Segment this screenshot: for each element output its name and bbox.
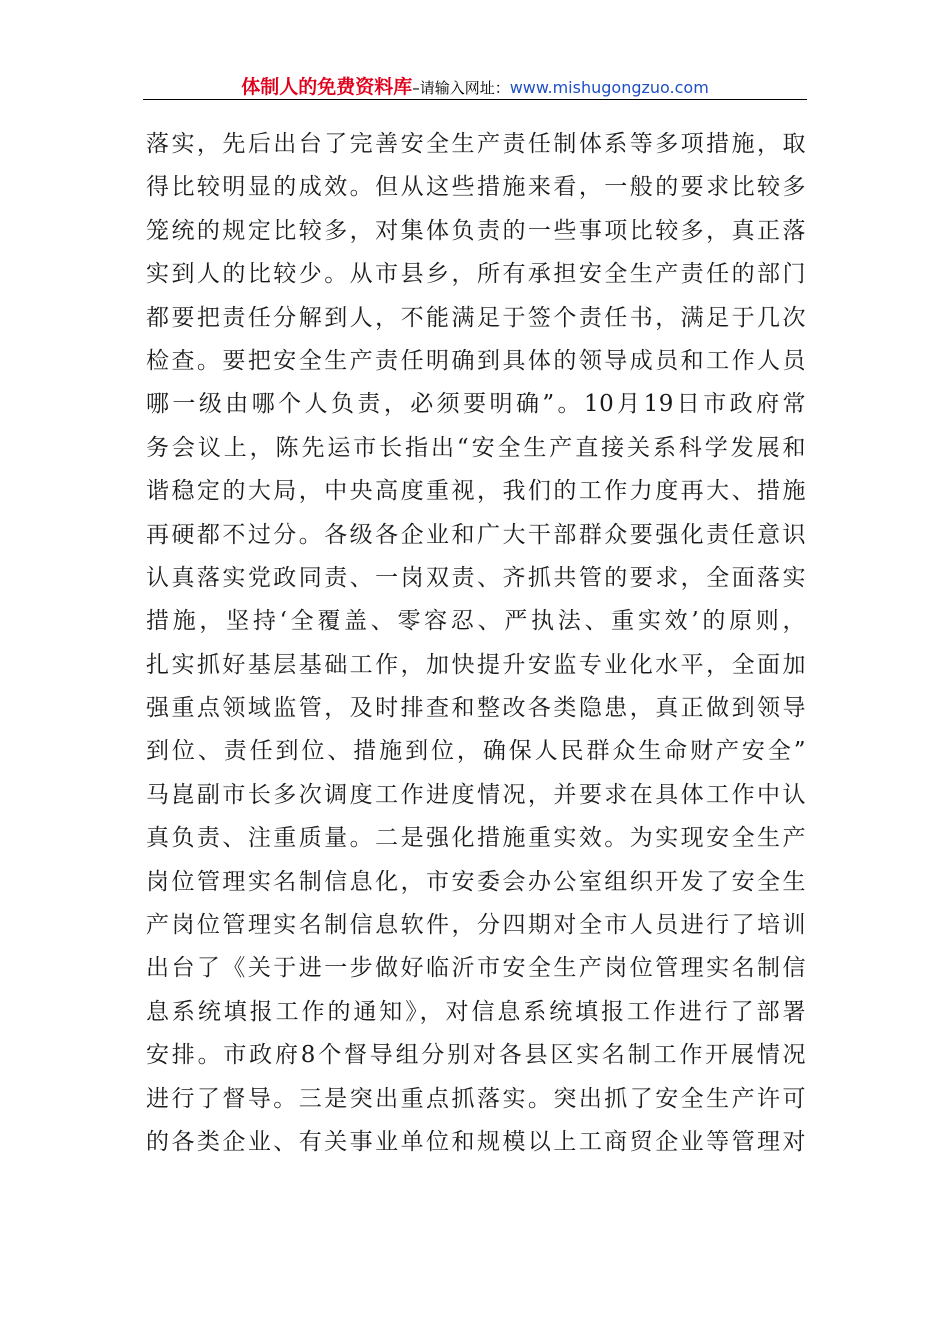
header-url-prompt: –请输入网址： — [412, 79, 510, 97]
body-line: 出台了《关于进一步做好临沂市安全生产岗位管理实名制信 — [146, 955, 806, 982]
page-header — [143, 72, 807, 100]
body-line: 认真落实党政同责、一岗双责、齐抓共管的要求，全面落实 — [146, 564, 806, 591]
body-line: 产岗位管理实名制信息软件，分四期对全市人员进行了培训 — [146, 912, 806, 939]
header-brand: 体制人的免费资料库 — [241, 76, 413, 98]
body-line: 安排。市政府8个督导组分别对各县区实名制工作开展情况 — [146, 1042, 806, 1069]
body-line: 哪一级由哪个人负责，必须要明确”。10月19日市政府常 — [146, 391, 806, 418]
body-line: 进行了督导。三是突出重点抓落实。突出抓了安全生产许可 — [146, 1085, 806, 1112]
document-body — [146, 123, 806, 1164]
body-line: 强重点领域监管，及时排查和整改各类隐患，真正做到领导 — [146, 695, 806, 722]
body-line: 再硬都不过分。各级各企业和广大干部群众要强化责任意识 — [146, 521, 806, 548]
body-line: 笼统的规定比较多，对集体负责的一些事项比较多，真正落 — [146, 217, 806, 244]
body-line: 马崑副市长多次调度工作进度情况，并要求在具体工作中认 — [146, 781, 806, 808]
body-line: 谐稳定的大局，中央高度重视，我们的工作力度再大、措施 — [146, 478, 806, 505]
body-line: 都要把责任分解到人，不能满足于签个责任书，满足于几次 — [146, 304, 806, 331]
body-line: 务会议上，陈先运市长指出“安全生产直接关系科学发展和 — [146, 434, 806, 461]
body-line: 息系统填报工作的通知》，对信息系统填报工作进行了部署 — [146, 998, 806, 1025]
body-line: 得比较明显的成效。但从这些措施来看，一般的要求比较多 — [146, 174, 806, 201]
body-line: 岗位管理实名制信息化，市安委会办公室组织开发了安全生 — [146, 868, 806, 895]
body-line: 到位、责任到位、措施到位，确保人民群众生命财产安全” — [146, 738, 806, 765]
header-divider — [143, 99, 807, 100]
header-url-link[interactable]: www.mishugongzuo.com — [509, 78, 709, 97]
body-line: 落实，先后出台了完善安全生产责任制体系等多项措施，取 — [146, 131, 806, 157]
body-line: 的各类企业、有关事业单位和规模以上工商贸企业等管理对 — [146, 1128, 806, 1155]
body-line: 扎实抓好基层基础工作，加快提升安监专业化水平，全面加 — [146, 651, 806, 678]
body-line: 真负责、注重质量。二是强化措施重实效。为实现安全生产 — [146, 825, 806, 852]
body-line: 措施，坚持‘全覆盖、零容忍、严执法、重实效’的原则， — [146, 608, 806, 635]
body-line: 实到人的比较少。从市县乡，所有承担安全生产责任的部门 — [146, 261, 806, 288]
body-line: 检查。要把安全生产责任明确到具体的领导成员和工作人员 — [146, 347, 806, 374]
